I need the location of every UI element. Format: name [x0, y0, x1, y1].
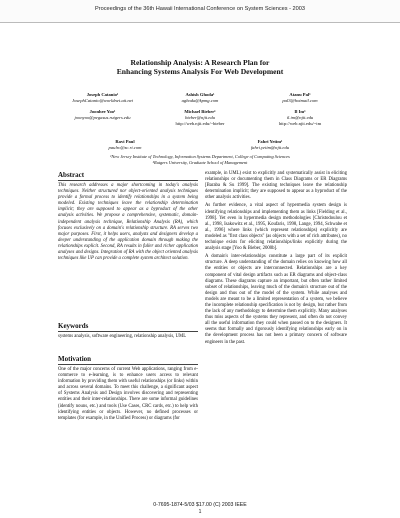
author-block [220, 139, 320, 151]
abstract-heading: Abstract [58, 171, 85, 179]
author-name: Michael Bieber¹ [184, 109, 216, 114]
author-email: JosephCatanio@worldnet.att.net [72, 98, 133, 103]
paper-title-line-1: Relationship Analysis: A Research Plan for [130, 58, 270, 67]
author-email: joonyoo@pegasus.rutgers.edu [74, 115, 131, 120]
author-block [75, 139, 175, 151]
abstract-rule [58, 180, 198, 181]
author-email: paulrc@zc.ri.com [108, 145, 142, 150]
author-name: Joonhee Yoo¹ [89, 109, 116, 114]
author-block [55, 109, 150, 121]
abstract-text: This research addresses a major shortcoming in today's analysis techniques. Neither structured nor object-oriented analysis techniques provide a formal process to identify relationships in a system being modeled. Existing techniques leave the relationship determination implicit; they are supposed to appear as a byproduct of the other analysis activities. We propose a comprehensive, systematic, domain-independent analysis technique, Relationship Analysis (RA), which focuses exclusively on a domain's relationship structure. RA serves two major purposes. First, it helps users, analysts and designers develop a deeper understanding of the application domain through making the relationships explicit. Second, RA results in fuller and richer application analyses and designs. Integration of RA with the object oriented analysis techniques like UP can provide a complete system architect solution. [58, 183, 198, 262]
author-name: Joseph Catanio¹ [86, 92, 119, 97]
author-block [255, 109, 345, 127]
author-name: Ashish Ghoda¹ [185, 92, 215, 97]
author-email: pal3@hotmail.com [282, 98, 318, 103]
keywords-text: systems analysis, software engineering, relationship analysis, UML [58, 334, 187, 339]
author-block [255, 92, 345, 104]
keywords-rule [58, 331, 198, 332]
body-paragraph: A domain's inter-relationships constitute a large part of its explicit structure. A deep understanding of the domain relies on knowing how all the entities or objects are interconnected. Relationships are a key component of vital design artifacts such as ER diagrams and object-class diagrams. These diagrams capture an important, but often rather limited subset of relationships, leaving much of the domain's structure out of the design and thus out of the model of the system. While analyses and models are meant to be a limited representation of a system, we believe the incomplete relationship specification is not by design, but rather from the lack of any methodology to determine them explicitly. Many analyses thus miss aspects of the systems they represent, and often do not convey all the useful information they could when passed on to the designers. It seems that formally and rigorously identifying relationships early on in the development process has not been a primary concern of software engineers in the past. [205, 254, 347, 345]
affiliation-2: ²Rutgers University, Graduate School of Management [152, 160, 248, 165]
author-email: fahri.yetim@njit.edu [250, 145, 290, 150]
motivation-heading: Motivation [58, 355, 92, 363]
affiliation-1: ¹New Jersey Institute of Technology, Information Systems Department, College of Computing Sciences [110, 154, 290, 159]
author-url[interactable]: http://web.njit.edu/~im [278, 121, 322, 126]
motivation-rule [58, 364, 198, 365]
author-block [55, 92, 150, 104]
footer-copyright: 0-7695-1874-5/03 $17.00 (C) 2003 IEEE [153, 502, 247, 508]
author-name: Il Im¹ [294, 109, 306, 114]
author-url[interactable]: http://web.njit.edu/~bieber [175, 121, 225, 126]
paper-title-line-2: Enhancing Systems Analysis For Web Development [116, 67, 284, 76]
keywords-heading: Keywords [58, 322, 89, 330]
body-paragraph: As further evidence, a vital aspect of hypermedia system design is identifying relationships and implementing them as links [Fielding et al., 1998]. Yet even in hypermedia design methodologies [Christodoulou et al., 1998, Isakowitz et al., 1995, Koufaris, 1998, Lange, 1994, Schwabe et al., 1996] where links (which represent relationships) explicitly are modeled as "first class objects" (as objects with a set of rich attributes), no technique exists for eliciting relationships/links explicitly during the analysis stage [Yoo & Bieber, 2000b]. [205, 203, 347, 252]
author-email: il.im@njit.edu [286, 115, 314, 120]
page-number: 1 [198, 509, 202, 515]
author-email: bieber@njit.edu [185, 115, 215, 120]
author-block [155, 92, 245, 104]
author-name: Fahri Yetim¹ [257, 139, 283, 144]
motivation-text: One of the major concerns of current Web applications, ranging from e-commerce to e-learning, is to enhance users access to relevant information by providing them with useful relationships (or links) within and across several domains. To meet this challenge, a significant aspect of Systems Analysis and Design involves discovering and representing entities and their inter-relationships. There are some informal guidelines (identify nouns, etc.) and tools (Use Cases, CRC cards, etc.) to help with identifying entities or objects. However, no defined processes or templates (for example, in the Unified Process) or diagrams (for [58, 367, 198, 421]
author-name: Ravi Paul [115, 139, 135, 144]
right-column [205, 171, 347, 348]
author-block [150, 109, 250, 127]
conference-header: Proceedings of the 36th Hawaii International Conference on System Sciences - 2003 [95, 6, 305, 12]
body-paragraph: example, in UML) exist to explicitly and systematically assist in eliciting relationships or documenting them in Class Diagrams or ER Diagrams [Baraba & Su 1999]. The existing techniques leave the relationship determination implicit; they are supposed to appear as a byproduct of the other analysis activities. [205, 171, 347, 201]
author-email: aghoda@kpmg.com [181, 98, 219, 103]
author-name: Atanu Pal¹ [289, 92, 311, 97]
